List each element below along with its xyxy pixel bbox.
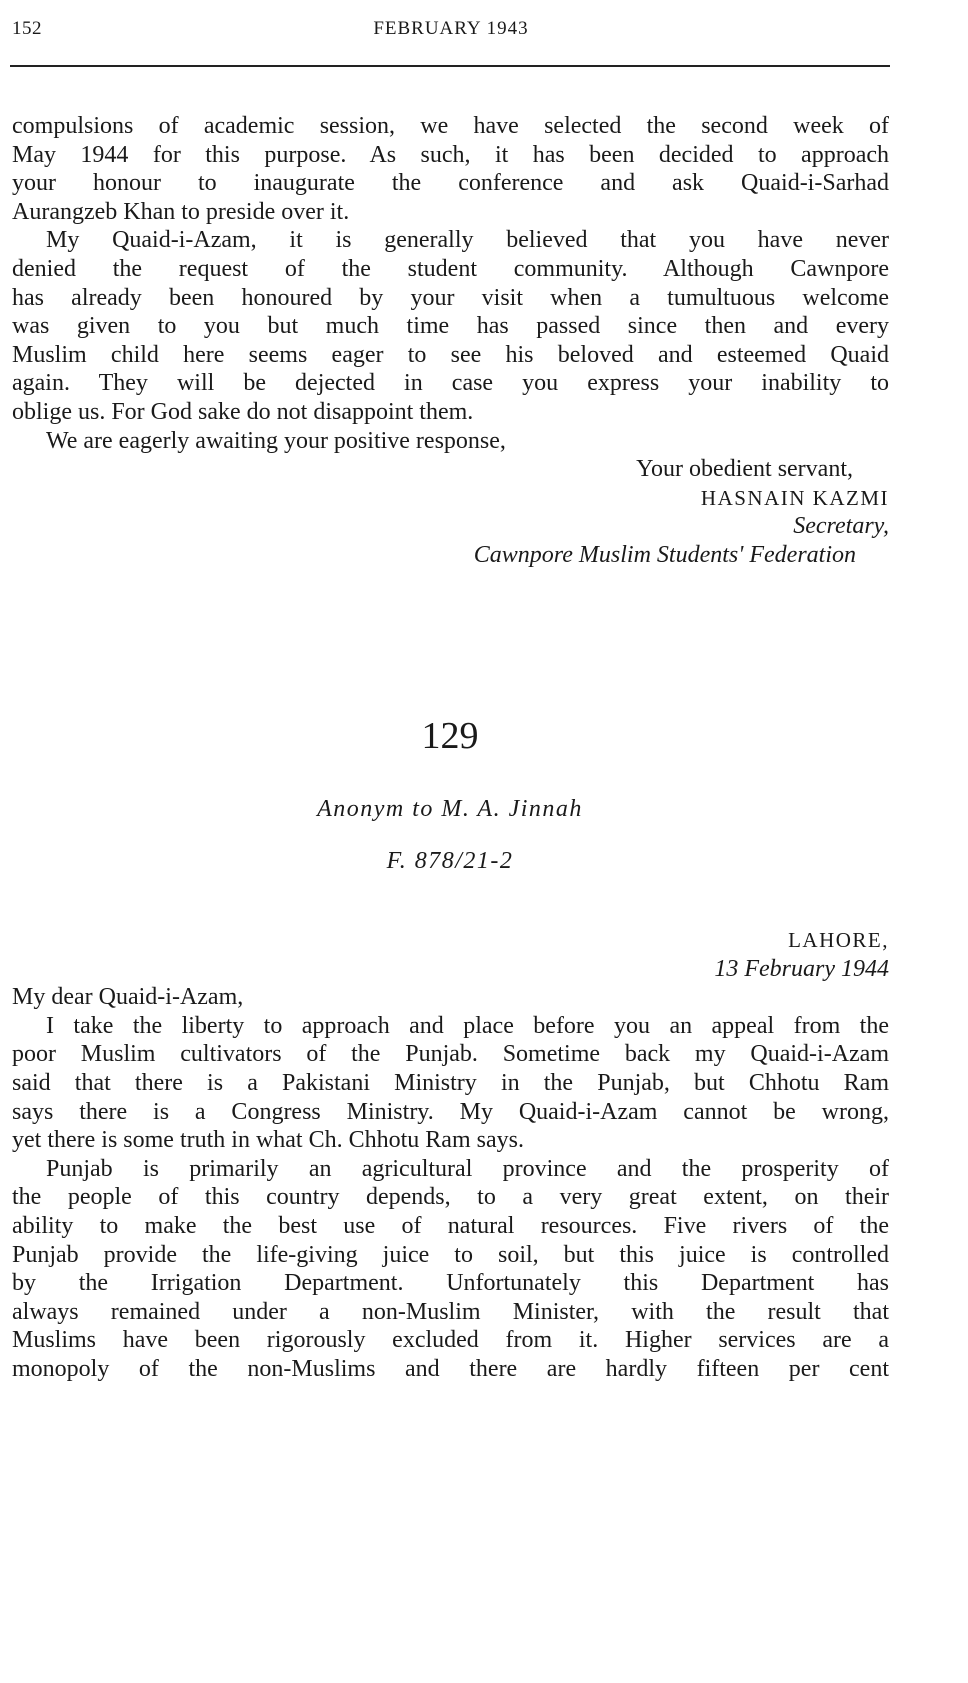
- letter-date: 13 February 1944: [714, 955, 889, 982]
- text-line: Punjab is primarily an agricultural province and the prosperity of: [46, 1155, 889, 1182]
- closing: Your obedient servant,: [636, 456, 853, 483]
- text-line: yet there is some truth in what Ch. Chhotu Ram says.: [12, 1127, 524, 1154]
- text-line: was given to you but much time has passed since then and every: [12, 313, 889, 340]
- salutation: My dear Quaid-i-Azam,: [12, 984, 244, 1011]
- letter-one: [12, 112, 889, 570]
- letter-two: [12, 926, 889, 1384]
- page-number: 152: [12, 18, 42, 39]
- text-line: again. They will be dejected in case you express your inability to: [12, 370, 889, 397]
- text-line: Punjab provide the life-giving juice to soil, but this juice is controlled: [12, 1241, 889, 1268]
- text-line: Aurangzeb Khan to preside over it.: [12, 198, 350, 225]
- text-line: Muslim child here seems eager to see his beloved and esteemed Quaid: [12, 341, 889, 368]
- header-rule: [10, 65, 890, 67]
- text-line: Muslims have been rigorously excluded from it. Higher services are a: [12, 1327, 889, 1354]
- text-line: said that there is a Pakistani Ministry in the Punjab, but Chhotu Ram: [12, 1069, 889, 1096]
- designation: Secretary,: [793, 513, 889, 540]
- document-number: 129: [421, 715, 479, 757]
- text-line: We are eagerly awaiting your positive response,: [46, 427, 506, 454]
- text-line: poor Muslim cultivators of the Punjab. Sometime back my Quaid-i-Azam: [12, 1041, 889, 1068]
- text-line: by the Irrigation Department. Unfortunately this Department has: [12, 1270, 889, 1297]
- document-title: Anonym to M. A. Jinnah: [317, 796, 583, 822]
- file-reference: F. 878/21-2: [386, 848, 514, 874]
- text-line: your honour to inaugurate the conference and ask Quaid-i-Sarhad: [12, 170, 889, 197]
- text-line: says there is a Congress Ministry. My Quaid-i-Azam cannot be wrong,: [12, 1098, 889, 1125]
- text-line: I take the liberty to approach and place before you an appeal from the: [46, 1012, 889, 1039]
- text-line: oblige us. For God sake do not disappoint them.: [12, 398, 474, 425]
- text-line: ability to make the best use of natural resources. Five rivers of the: [12, 1212, 889, 1239]
- text-line: the people of this country depends, to a very great extent, on their: [12, 1184, 889, 1211]
- text-line: denied the request of the student community. Although Cawnpore: [12, 255, 889, 282]
- text-line: has already been honoured by your visit when a tumultuous welcome: [12, 284, 889, 311]
- text-line: May 1944 for this purpose. As such, it has been decided to approach: [12, 141, 889, 168]
- organization: Cawnpore Muslim Students' Federation: [473, 541, 856, 568]
- text-line: compulsions of academic session, we have selected the second week of: [12, 113, 889, 139]
- page-header: [12, 14, 890, 44]
- text-line: monopoly of the non-Muslims and there are hardly fifteen per cent: [12, 1355, 889, 1382]
- running-title: FEBRUARY 1943: [373, 18, 529, 39]
- text-line: always remained under a non-Muslim Minister, with the result that: [12, 1298, 889, 1325]
- signatory: HASNAIN KAZMI: [700, 485, 889, 510]
- text-line: My Quaid-i-Azam, it is generally believed that you have never: [46, 227, 889, 254]
- place: LAHORE,: [788, 928, 889, 952]
